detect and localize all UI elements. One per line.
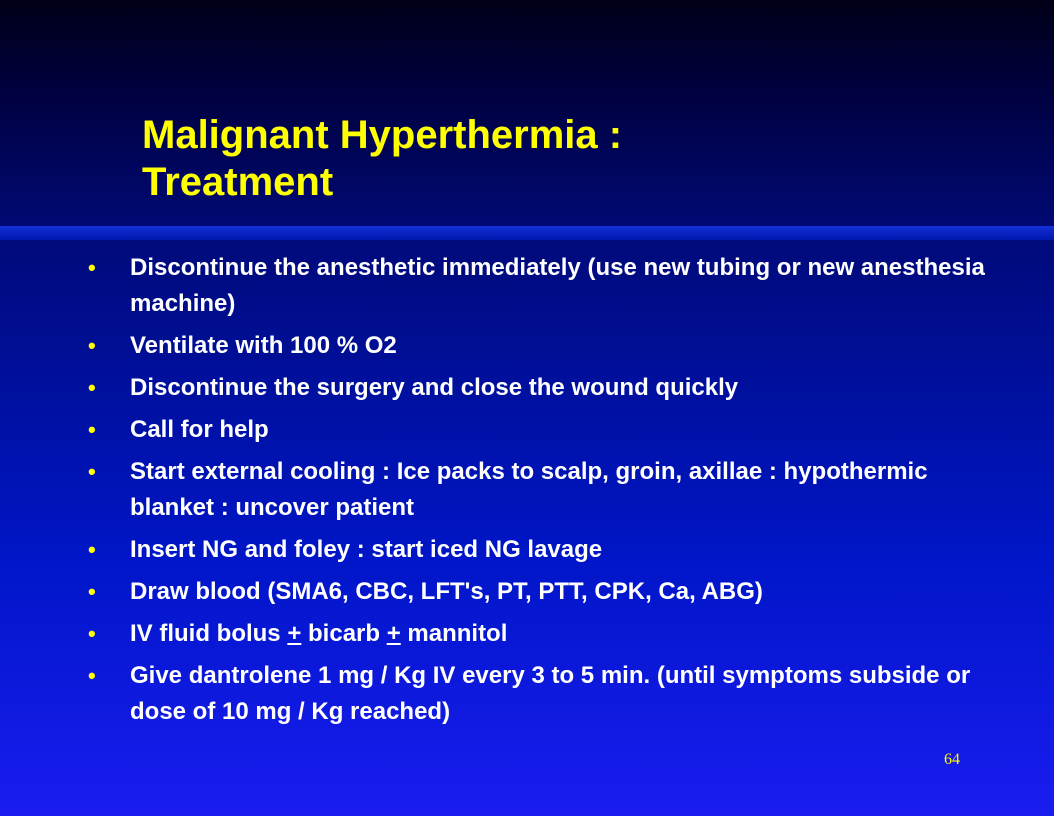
bullet-item: [88, 412, 1018, 448]
bullet-item: [88, 616, 1018, 652]
bullet-item: [88, 658, 1018, 730]
bullet-text: Insert NG and foley : start iced NG lavage: [130, 536, 603, 563]
bullet-item: [88, 250, 1018, 322]
bullet-item: [88, 574, 1018, 610]
bullet-marker: •: [88, 333, 96, 358]
bullet-text: Start external cooling : Ice packs to scalp, groin, axillae : hypothermic blanket : uncover patient: [130, 458, 928, 521]
plus-minus-symbol: +: [287, 620, 302, 647]
plus-minus-symbol: +: [386, 620, 401, 647]
title-divider-band: [0, 226, 1054, 240]
bullet-item: [88, 532, 1018, 568]
title-line-2: Treatment: [142, 160, 334, 204]
bullet-text-part: mannitol: [400, 620, 508, 647]
bullet-marker: •: [88, 621, 96, 646]
page-number: 64: [944, 751, 960, 768]
bullet-marker: •: [88, 663, 96, 688]
bullet-item: [88, 370, 1018, 406]
bullet-text-part: bicarb: [301, 620, 387, 647]
bullet-marker: •: [88, 537, 96, 562]
bullet-item: [88, 454, 1018, 526]
bullet-text-part: IV fluid bolus: [130, 620, 288, 647]
bullet-text: Draw blood (SMA6, CBC, LFT's, PT, PTT, CPK, Ca, ABG): [130, 578, 763, 605]
bullet-text: Ventilate with 100 % O2: [130, 332, 397, 359]
bullet-marker: •: [88, 579, 96, 604]
slide-title: [142, 112, 942, 206]
bullet-text: Give dantrolene 1 mg / Kg IV every 3 to 5 min. (until symptoms subside or dose of 10 mg / Kg reached): [130, 662, 971, 725]
bullet-marker: •: [88, 459, 96, 484]
bullet-text: Call for help: [130, 416, 269, 443]
title-line-1: Malignant Hyperthermia :: [142, 113, 623, 157]
bullet-text-iv-fluids: [130, 616, 1018, 652]
bullet-marker: •: [88, 417, 96, 442]
bullet-item: [88, 328, 1018, 364]
bullet-marker: •: [88, 255, 96, 280]
bullet-list: [88, 250, 1018, 736]
bullet-text: Discontinue the anesthetic immediately (use new tubing or new anesthesia machine): [130, 254, 985, 317]
bullet-marker: •: [88, 375, 96, 400]
bullet-text: Discontinue the surgery and close the wound quickly: [130, 374, 739, 401]
